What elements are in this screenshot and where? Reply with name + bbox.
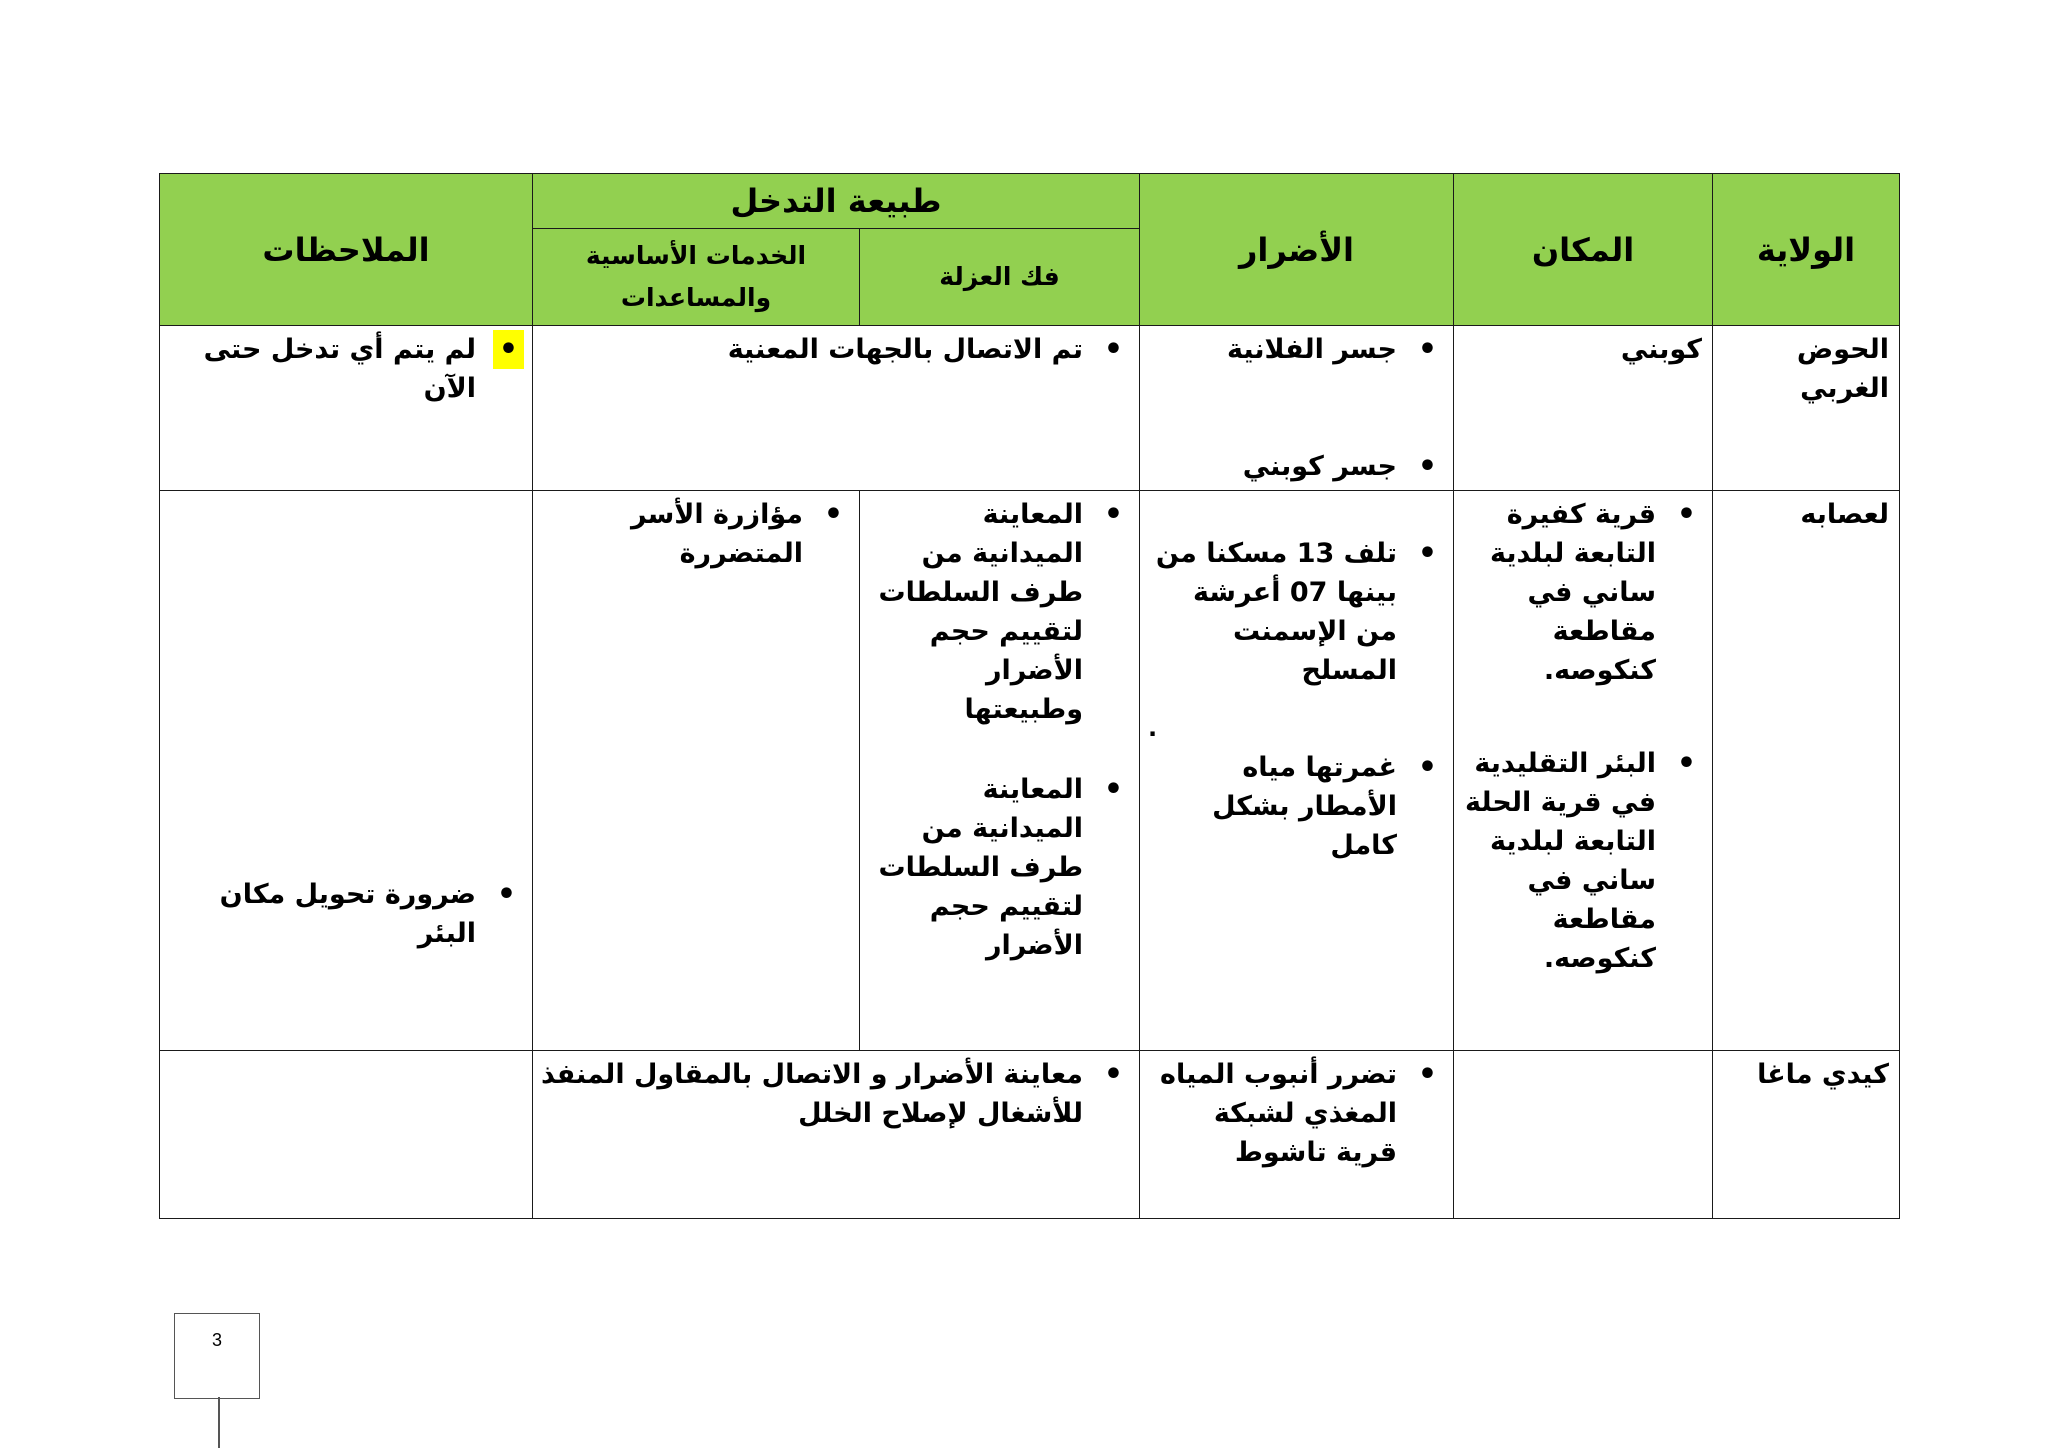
- row2-services: [533, 491, 860, 1051]
- highlighted-list-item: • لم يتم أي تدخل حتى الآن: [168, 330, 524, 408]
- page-number-box: [174, 1313, 260, 1399]
- list-item: • تضرر أنبوب المياه المغذي لشبكة قرية تاشوط: [1148, 1055, 1445, 1172]
- header-notes: الملاحظات: [160, 174, 533, 326]
- list-item: • المعاينة الميدانية من طرف السلطات لتقييم حجم الأضرار: [868, 770, 1131, 965]
- row3-state: كيدي ماغا: [1713, 1051, 1900, 1219]
- list-item: • جسر الفلانية: [1148, 330, 1445, 369]
- table-row: [160, 326, 1900, 491]
- row1-notes: [160, 326, 533, 491]
- list-item: • المعاينة الميدانية من طرف السلطات لتقييم حجم الأضرار وطبيعتها: [868, 495, 1131, 729]
- table-row: [160, 491, 1900, 1051]
- list-item: • معاينة الأضرار و الاتصال بالمقاول المنفذ للأشغال لإصلاح الخلل: [541, 1055, 1131, 1133]
- row3-damages: [1140, 1051, 1454, 1219]
- header-place: المكان: [1454, 174, 1713, 326]
- row1-state: الحوض الغربي: [1713, 326, 1900, 491]
- row2-notes: [160, 491, 533, 1051]
- row3-intervention: [533, 1051, 1140, 1219]
- row2-state: لعصابه: [1713, 491, 1900, 1051]
- list-item: • جسر كوبني: [1148, 447, 1445, 486]
- list-item: • قرية كفيرة التابعة لبلدية ساني في مقاطعة كنكوصه.: [1462, 495, 1704, 690]
- row3-notes: [160, 1051, 533, 1219]
- row2-place: [1454, 491, 1713, 1051]
- row2-damages: [1140, 491, 1454, 1051]
- header-isolation: فك العزلة: [860, 229, 1140, 326]
- row3-place: [1454, 1051, 1713, 1219]
- header-intervention: طبيعة التدخل: [533, 174, 1140, 229]
- list-item: • مؤازرة الأسر المتضررة: [541, 495, 851, 573]
- header-damages: الأضرار: [1140, 174, 1454, 326]
- row2-isolation: [860, 491, 1140, 1051]
- list-item: • البئر التقليدية في قرية الحلة التابعة لبلدية ساني في مقاطعة كنكوصه.: [1462, 744, 1704, 978]
- row1-intervention: [533, 326, 1140, 491]
- header-state: الولاية: [1713, 174, 1900, 326]
- row1-place: كوبني: [1454, 326, 1713, 491]
- footer-line: [218, 1397, 220, 1448]
- list-item: • غمرتها مياه الأمطار بشكل كامل: [1148, 748, 1445, 865]
- list-item: • ضرورة تحويل مكان البئر: [168, 875, 524, 953]
- list-item: • تم الاتصال بالجهات المعنية: [541, 330, 1131, 369]
- list-item: • تلف 13 مسكنا من بينها 07 أعرشة من الإسمنت المسلح: [1148, 534, 1445, 690]
- damage-report-table: [159, 173, 1900, 1219]
- header-services: الخدمات الأساسية والمساعدات: [533, 229, 860, 326]
- page-number: 3: [211, 1330, 222, 1350]
- stray-mark: .: [1148, 714, 1158, 742]
- table-row: [160, 1051, 1900, 1219]
- row1-damages: [1140, 326, 1454, 491]
